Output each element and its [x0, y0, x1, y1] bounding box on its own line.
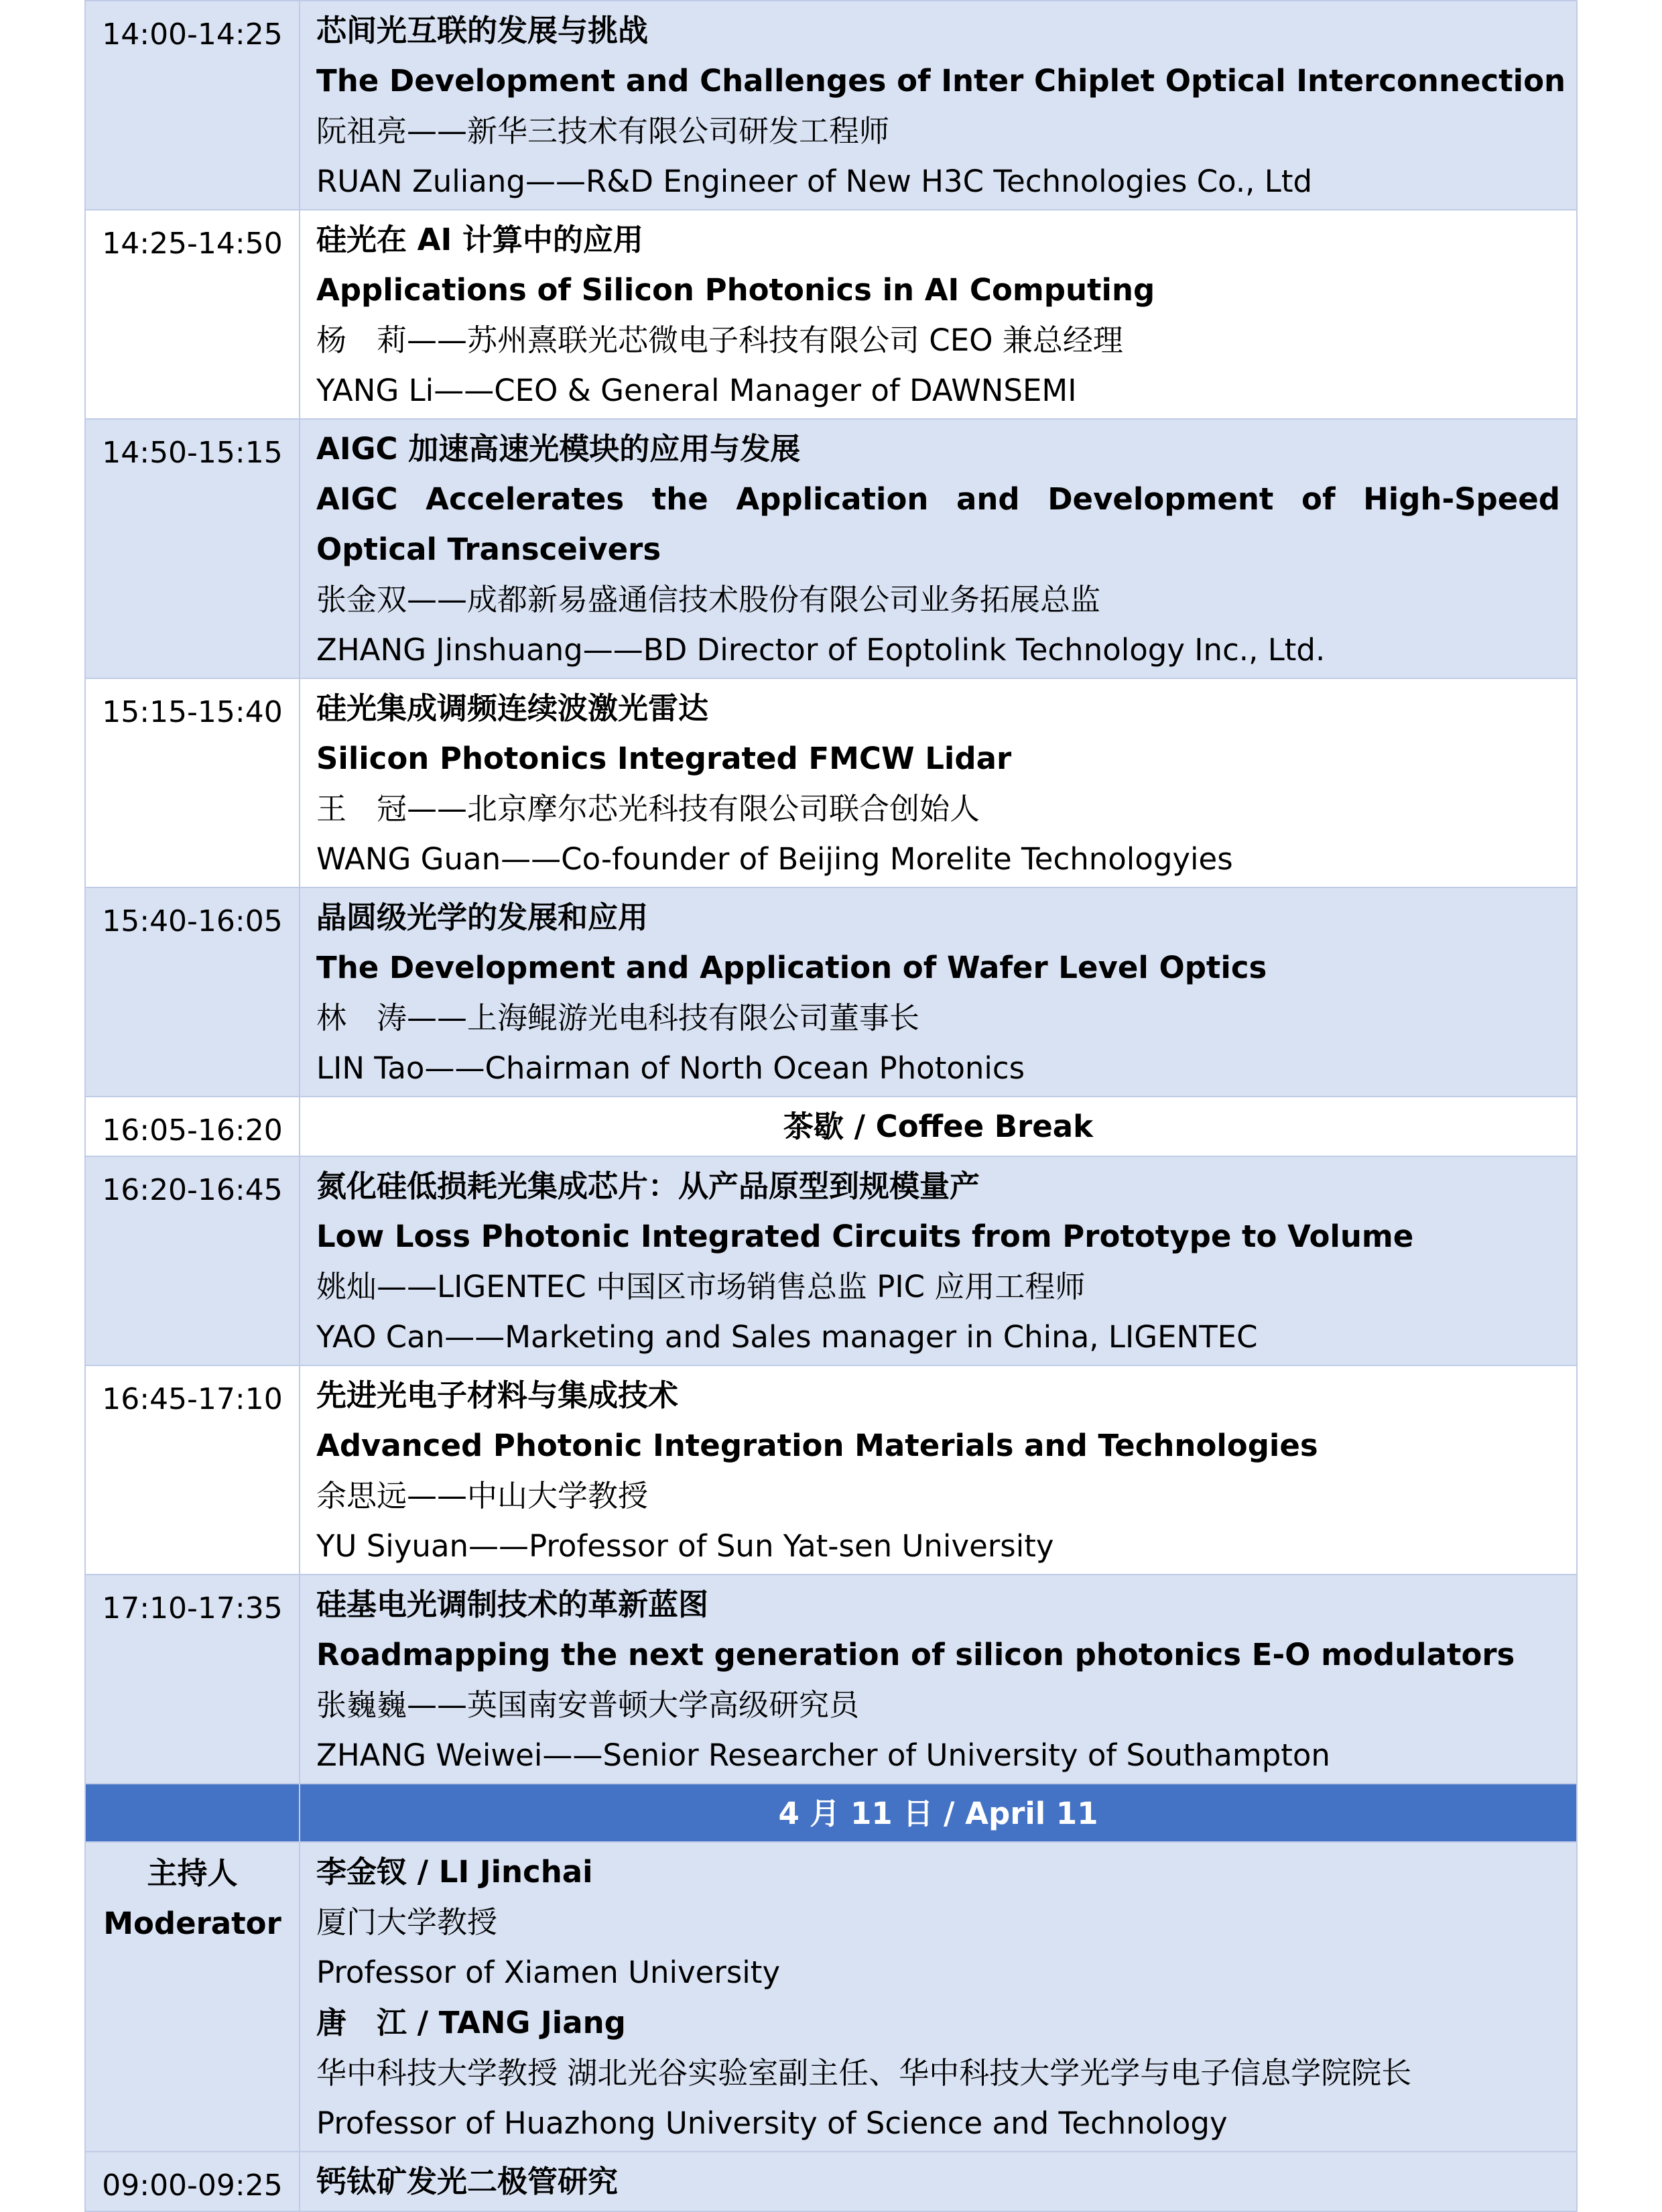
speaker-en: RUAN Zuliang——R&D Engineer of New H3C Technologies Co., Ltd: [316, 164, 1313, 199]
speaker-en: WANG Guan——Co-founder of Beijing Morelite Technologyies: [316, 841, 1233, 877]
speaker-cn: 王 冠——北京摩尔芯光科技有限公司联合创始人: [316, 791, 980, 826]
break-time: 16:05-16:20: [85, 1097, 300, 1156]
speaker-en: LIN Tao——Chairman of North Ocean Photonics: [316, 1050, 1025, 1086]
session-title-en: Advanced Photonic Integration Materials and Technologies: [316, 1428, 1318, 1463]
break-details: [300, 1097, 1577, 1156]
break-row: [85, 1097, 1577, 1156]
moderator-name: 唐 江 / TANG Jiang: [316, 2005, 626, 2040]
session-time: 14:25-14:50: [85, 210, 300, 419]
coffee-break-label: 茶歇 / Coffee Break: [783, 1109, 1094, 1144]
session-title-cn: 硅光集成调频连续波激光雷达: [316, 690, 709, 726]
session-title-cn: AIGC 加速高速光模块的应用与发展: [316, 431, 801, 467]
moderator-name: 李金钗 / LI Jinchai: [316, 1854, 593, 1890]
session-title-en: The Development and Application of Wafer Level Optics: [316, 950, 1267, 985]
session-details: [300, 419, 1577, 678]
moderator-title-en: Professor of Huazhong University of Science and Technology: [316, 2105, 1228, 2141]
agenda-row: [85, 2152, 1577, 2211]
session-title-en: The Development and Challenges of Inter Chiplet Optical Interconnection: [316, 63, 1566, 99]
session-title-cn: 硅基电光调制技术的革新蓝图: [316, 1587, 709, 1622]
agenda-table: [84, 0, 1578, 2212]
speaker-cn: 张金双——成都新易盛通信技术股份有限公司业务拓展总监: [316, 582, 1101, 617]
speaker-cn: 林 涛——上海鲲游光电科技有限公司董事长: [316, 1000, 920, 1036]
day-banner-cell: [300, 1784, 1577, 1842]
moderator-label-en: Moderator: [103, 1906, 281, 1941]
session-details: [300, 887, 1577, 1097]
session-details: [300, 678, 1577, 887]
session-time: 16:20-16:45: [85, 1156, 300, 1365]
session-details: [300, 1365, 1577, 1575]
moderator-label-cell: [85, 1842, 300, 2152]
moderator-row: [85, 1842, 1577, 2152]
agenda-row: [85, 1156, 1577, 1365]
agenda-row: [85, 1575, 1577, 1784]
speaker-cn: 姚灿——LIGENTEC 中国区市场销售总监 PIC 应用工程师: [316, 1269, 1086, 1304]
day-banner-row: [85, 1784, 1577, 1842]
session-title-cn: 氮化硅低损耗光集成芯片：从产品原型到规模量产: [316, 1168, 980, 1204]
speaker-en: YANG Li——CEO & General Manager of DAWNSEMI: [316, 373, 1077, 408]
moderator-title-cn: 厦门大学教授: [316, 1904, 498, 1940]
moderator-title-en: Professor of Xiamen University: [316, 1955, 781, 1990]
agenda-row: [85, 419, 1577, 678]
agenda-row: [85, 1365, 1577, 1575]
agenda-row: [85, 210, 1577, 419]
speaker-cn: 杨 莉——苏州熹联光芯微电子科技有限公司 CEO 兼总经理: [316, 322, 1123, 358]
speaker-en: YAO Can——Marketing and Sales manager in China, LIGENTEC: [316, 1319, 1258, 1355]
session-time: 14:00-14:25: [85, 1, 300, 210]
session-title-cn: 钙钛矿发光二极管研究: [316, 2164, 619, 2199]
day-banner: 4 月 11 日 / April 11: [778, 1796, 1098, 1831]
session-time: 09:00-09:25: [85, 2152, 300, 2211]
speaker-cn: 余思远——中山大学教授: [316, 1478, 649, 1514]
session-time: 15:15-15:40: [85, 678, 300, 887]
session-time: 15:40-16:05: [85, 887, 300, 1097]
session-details: [300, 2152, 1577, 2211]
session-title-en: Applications of Silicon Photonics in AI Computing: [316, 272, 1155, 308]
agenda-row: [85, 1, 1577, 210]
moderator-details: [300, 1842, 1577, 2152]
speaker-cn: 张巍巍——英国南安普顿大学高级研究员: [316, 1687, 860, 1723]
session-details: [300, 1575, 1577, 1784]
speaker-en: ZHANG Jinshuang——BD Director of Eoptolink Technology Inc., Ltd.: [316, 632, 1326, 668]
moderator-title-cn: 华中科技大学教授 湖北光谷实验室副主任、华中科技大学光学与电子信息学院院长: [316, 2055, 1412, 2091]
session-title-en: AIGC Accelerates the Application and Development of High-Speed Optical Transceivers: [316, 481, 1560, 567]
session-title-cn: 芯间光互联的发展与挑战: [316, 13, 649, 48]
session-details: [300, 1156, 1577, 1365]
speaker-cn: 阮祖亮——新华三技术有限公司研发工程师: [316, 113, 890, 149]
speaker-en: YU Siyuan——Professor of Sun Yat-sen University: [316, 1528, 1054, 1564]
moderator-label-cn: 主持人: [147, 1855, 238, 1891]
session-title-cn: 先进光电子材料与集成技术: [316, 1377, 679, 1413]
session-time: 16:45-17:10: [85, 1365, 300, 1575]
speaker-en: ZHANG Weiwei——Senior Researcher of University of Southampton: [316, 1737, 1330, 1773]
day-banner-spacer: [85, 1784, 300, 1842]
session-time: 14:50-15:15: [85, 419, 300, 678]
session-title-cn: 硅光在 AI 计算中的应用: [316, 222, 643, 257]
session-title-en: Roadmapping the next generation of silicon photonics E-O modulators: [316, 1637, 1515, 1672]
session-time: 17:10-17:35: [85, 1575, 300, 1784]
agenda-row: [85, 887, 1577, 1097]
session-title-cn: 晶圆级光学的发展和应用: [316, 900, 649, 935]
session-title-en: Low Loss Photonic Integrated Circuits from Prototype to Volume: [316, 1219, 1414, 1254]
session-details: [300, 210, 1577, 419]
agenda-row: [85, 678, 1577, 887]
session-title-en: Silicon Photonics Integrated FMCW Lidar: [316, 741, 1012, 776]
session-details: [300, 1, 1577, 210]
